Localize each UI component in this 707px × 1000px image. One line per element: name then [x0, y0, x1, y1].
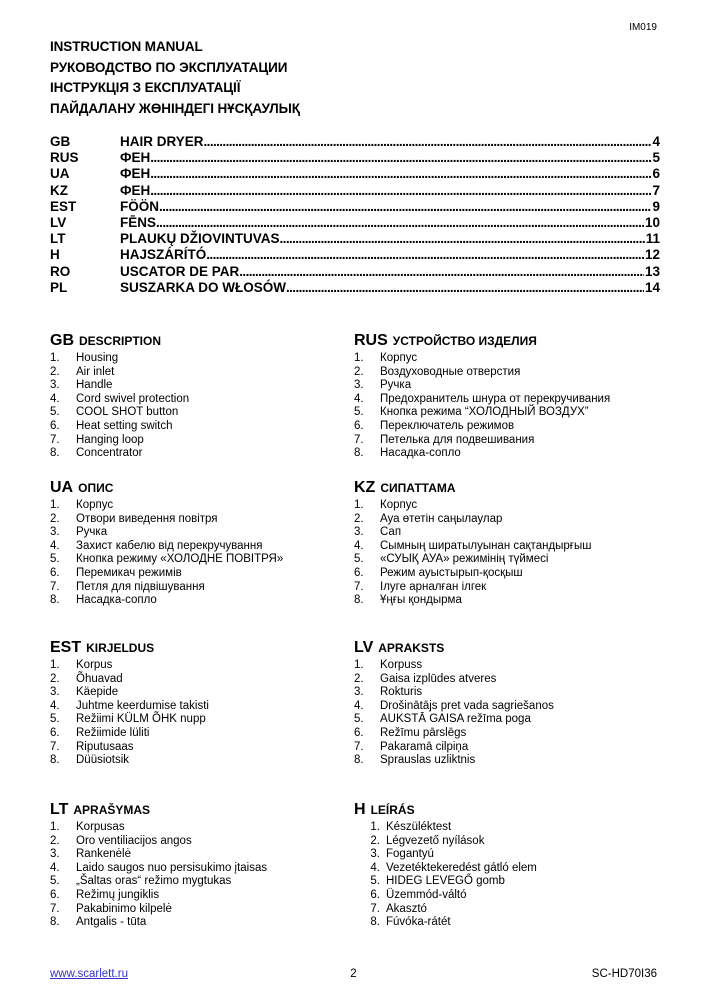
list-item: [50, 835, 350, 849]
item-number: 3.: [354, 686, 364, 699]
section-rus: [354, 332, 654, 461]
item-number: 7.: [354, 740, 364, 753]
item-number: 2.: [370, 834, 380, 847]
toc-page-number: 7: [652, 182, 660, 198]
toc-leader-dots: [150, 166, 651, 182]
toc-page-number: 11: [645, 231, 660, 247]
list-item: [50, 862, 350, 876]
item-label: Режим ауыстырып-қосқыш: [380, 566, 523, 579]
item-label: Légvezető nyílások: [386, 834, 485, 847]
toc-leader-dots: [206, 247, 644, 263]
item-number: 7.: [50, 902, 60, 915]
list-item: [50, 659, 350, 673]
item-label: Sprauslas uzliktnis: [380, 754, 476, 767]
toc-language-code: UA: [50, 166, 70, 182]
section-title: KIRJELDUS: [86, 641, 155, 655]
item-label: Ручка: [76, 526, 108, 539]
item-number: 4.: [354, 699, 364, 712]
item-label: Сап: [380, 526, 402, 539]
item-number: 5.: [50, 713, 60, 726]
section-heading: [50, 801, 350, 819]
title-ru: РУКОВОДСТВО ПО ЭКСПЛУАТАЦИИ: [50, 59, 288, 75]
item-number: 7.: [354, 433, 364, 446]
item-number: 1.: [354, 499, 364, 511]
item-label: Concentrator: [76, 447, 143, 460]
item-label: HIDEG LEVEGŐ gomb: [386, 875, 505, 888]
list-item: [50, 420, 350, 434]
toc-leader-dots: [286, 280, 644, 296]
item-number: 6.: [50, 419, 60, 432]
list-item: [50, 700, 350, 714]
list-item: [360, 903, 654, 917]
list-item: [50, 553, 350, 567]
list-item: [50, 567, 350, 581]
toc-title: HAIR DRYER: [120, 134, 204, 149]
toc-title: HAJSZÁRÍTÓ: [120, 247, 207, 263]
item-number: 4.: [50, 861, 60, 874]
parts-list: [50, 352, 350, 461]
toc-page-number: 12: [644, 247, 660, 263]
list-item: [50, 821, 350, 835]
toc-row[interactable]: [50, 183, 660, 199]
parts-list: [50, 659, 350, 768]
toc-language-code: GB: [50, 134, 71, 149]
item-number: 1.: [50, 352, 60, 364]
item-number: 8.: [354, 447, 364, 460]
item-label: Hanging loop: [76, 433, 144, 446]
item-label: Air inlet: [76, 365, 115, 378]
parts-list: [354, 821, 654, 930]
list-item: [354, 741, 654, 755]
item-label: Корпус: [380, 352, 418, 364]
toc-language-code: KZ: [50, 182, 68, 198]
list-item: [354, 567, 654, 581]
section-heading: [354, 639, 654, 657]
section-language-code: LT: [50, 801, 69, 818]
list-item: [354, 406, 654, 420]
list-item: [50, 434, 350, 448]
section-language-code: EST: [50, 639, 82, 656]
toc-title: SUSZARKA DO WŁOSÓW: [120, 279, 286, 295]
item-number: 2.: [354, 672, 364, 685]
table-of-contents: [50, 134, 660, 296]
item-label: Készüléktest: [386, 821, 452, 833]
list-item: [354, 434, 654, 448]
item-label: Korpuss: [380, 659, 423, 671]
section-lv: [354, 639, 654, 768]
item-number: 1.: [50, 499, 60, 511]
list-item: [360, 875, 654, 889]
list-item: [360, 835, 654, 849]
list-item: [50, 686, 350, 700]
item-label: Režimų jungiklis: [76, 888, 160, 901]
item-number: 5.: [370, 875, 380, 888]
list-item: [354, 673, 654, 687]
toc-language-code: PL: [50, 279, 68, 295]
list-item: [354, 352, 654, 366]
toc-row[interactable]: [50, 215, 660, 231]
list-item: [50, 713, 350, 727]
toc-title: ФЕН: [120, 150, 151, 166]
toc-language-code: H: [50, 247, 60, 263]
list-item: [354, 686, 654, 700]
list-item: [354, 420, 654, 434]
list-item: [50, 352, 350, 366]
item-number: 1.: [50, 821, 60, 833]
item-label: COOL SHOT button: [76, 406, 179, 419]
manual-titles: [50, 37, 300, 119]
toc-language-code: LV: [50, 214, 67, 230]
item-number: 3.: [50, 526, 60, 539]
item-label: Fogantyú: [386, 848, 434, 861]
item-label: Üzemmód-váltó: [386, 888, 467, 901]
item-number: 4.: [354, 539, 364, 552]
section-heading: [50, 479, 350, 497]
toc-page-number: 13: [644, 263, 660, 279]
item-label: Переключатель режимов: [380, 419, 515, 432]
title-kz: ПАЙДАЛАНУ ЖӨНІНДЕГІ НҰСҚАУЛЫҚ: [50, 100, 300, 116]
item-label: Režiimi KÜLM ÕHK nupp: [76, 713, 206, 726]
list-item: [354, 393, 654, 407]
section-title: APRAŠYMAS: [73, 803, 151, 817]
item-number: 8.: [50, 754, 60, 767]
item-number: 7.: [370, 902, 380, 915]
item-label: Кнопка режима “ХОЛОДНЫЙ ВОЗДУХ”: [380, 406, 589, 419]
item-number: 5.: [50, 553, 60, 566]
item-label: Gaisa izplūdes atveres: [380, 672, 497, 685]
section-heading: [354, 801, 654, 819]
document-code: IM019: [629, 22, 657, 33]
list-item: [50, 741, 350, 755]
item-number: 2.: [50, 672, 60, 685]
list-item: [354, 553, 654, 567]
list-item: [50, 889, 350, 903]
list-item: [50, 447, 350, 461]
item-label: Насадка-сопло: [76, 594, 157, 607]
list-item: [50, 581, 350, 595]
item-label: Juhtme keerdumise takisti: [76, 699, 209, 712]
toc-title: PLAUKŲ DŽIOVINTUVAS: [120, 231, 280, 247]
list-item: [354, 594, 654, 608]
item-number: 3.: [50, 379, 60, 392]
item-number: 6.: [370, 888, 380, 901]
item-label: Riputusaas: [76, 740, 134, 753]
toc-page-number: 10: [644, 214, 660, 230]
section-language-code: LV: [354, 639, 374, 656]
item-label: Захист кабелю від перекручування: [76, 539, 263, 552]
item-label: Pakabinimo kilpelė: [76, 902, 172, 915]
item-number: 4.: [50, 699, 60, 712]
item-number: 8.: [50, 447, 60, 460]
toc-leader-dots: [150, 183, 651, 199]
item-number: 1.: [50, 659, 60, 671]
item-label: „Šaltas oras“ režimo mygtukas: [76, 875, 232, 888]
item-number: 6.: [50, 888, 60, 901]
toc-row[interactable]: [50, 247, 660, 263]
list-item: [354, 499, 654, 513]
toc-page-number: 6: [652, 166, 660, 182]
toc-page-number: 9: [652, 198, 660, 214]
item-label: Düüsiotsik: [76, 754, 130, 767]
section-language-code: RUS: [354, 332, 388, 349]
list-item: [354, 366, 654, 380]
item-label: Režiimide lüliti: [76, 726, 150, 739]
toc-row[interactable]: [50, 280, 660, 296]
list-item: [360, 862, 654, 876]
model-number: SC-HD70I36: [591, 968, 657, 980]
toc-row[interactable]: [50, 231, 660, 247]
list-item: [354, 754, 654, 768]
section-title: APRAKSTS: [378, 641, 445, 655]
item-label: Rankenėlė: [76, 848, 131, 861]
section-language-code: GB: [50, 332, 74, 349]
item-number: 4.: [370, 861, 380, 874]
item-number: 8.: [50, 594, 60, 607]
item-number: 8.: [354, 754, 364, 767]
section-gb: [50, 332, 350, 461]
item-number: 2.: [354, 365, 364, 378]
item-number: 6.: [50, 726, 60, 739]
section-language-code: KZ: [354, 479, 376, 496]
item-label: Antgalis - tūta: [76, 916, 147, 929]
item-label: Отвори виведення повітря: [76, 512, 218, 525]
toc-row[interactable]: [50, 150, 660, 166]
item-label: Ауа өтетін саңылаулар: [380, 512, 503, 525]
item-label: Korpus: [76, 659, 113, 671]
item-label: Петля для підвішування: [76, 580, 205, 593]
toc-title: FĒNS: [120, 214, 157, 230]
item-number: 5.: [354, 406, 364, 419]
item-number: 6.: [354, 419, 364, 432]
title-en: INSTRUCTION MANUAL: [50, 39, 203, 54]
toc-leader-dots: [156, 215, 644, 231]
toc-page-number: 4: [652, 134, 660, 149]
item-number: 6.: [50, 566, 60, 579]
item-label: Cord swivel protection: [76, 392, 190, 405]
list-item: [354, 659, 654, 673]
website-link[interactable]: www.scarlett.ru: [50, 968, 128, 980]
list-item: [50, 903, 350, 917]
toc-title: USCATOR DE PAR: [120, 263, 240, 279]
list-item: [50, 848, 350, 862]
item-number: 6.: [354, 726, 364, 739]
item-label: Heat setting switch: [76, 419, 173, 432]
item-number: 5.: [354, 713, 364, 726]
section-title: ОПИС: [78, 481, 114, 495]
page-number: 2: [350, 968, 357, 980]
item-number: 6.: [354, 566, 364, 579]
list-item: [50, 366, 350, 380]
item-label: Režīmu pārslēgs: [380, 726, 467, 739]
toc-row[interactable]: [50, 134, 660, 150]
section-ua: [50, 479, 350, 608]
list-item: [50, 513, 350, 527]
item-label: «СУЫҚ АУА» режимінің түймесі: [380, 553, 549, 566]
section-heading: [50, 332, 350, 350]
item-label: Воздуховодные отверстия: [380, 365, 521, 378]
list-item: [354, 700, 654, 714]
item-label: Käepide: [76, 686, 119, 699]
item-label: Кнопка режиму «ХОЛОДНЕ ПОВІТРЯ»: [76, 553, 284, 566]
item-number: 5.: [50, 875, 60, 888]
item-label: Vezetéktekeredést gátló elem: [386, 861, 537, 874]
toc-row[interactable]: [50, 264, 660, 280]
parts-list: [50, 499, 350, 608]
toc-title: ФЕН: [120, 182, 151, 198]
toc-page-number: 5: [652, 150, 660, 166]
item-number: 4.: [50, 392, 60, 405]
section-h: [354, 801, 654, 930]
item-number: 7.: [50, 580, 60, 593]
section-language-code: UA: [50, 479, 74, 496]
toc-leader-dots: [239, 264, 644, 280]
list-item: [354, 540, 654, 554]
toc-row[interactable]: [50, 199, 660, 215]
section-title: LEÍRÁS: [370, 803, 415, 817]
item-number: 4.: [354, 392, 364, 405]
item-number: 5.: [354, 553, 364, 566]
section-kz: [354, 479, 654, 608]
toc-language-code: RUS: [50, 150, 79, 166]
footer: [50, 968, 657, 980]
item-label: Korpusas: [76, 821, 125, 833]
item-number: 2.: [50, 365, 60, 378]
item-number: 1.: [354, 659, 364, 671]
toc-leader-dots: [159, 199, 651, 215]
section-title: СИПАТТАМА: [380, 481, 456, 495]
list-item: [50, 875, 350, 889]
list-item: [50, 499, 350, 513]
list-item: [50, 916, 350, 930]
item-label: Laido saugos nuo persisukimo įtaisas: [76, 861, 268, 874]
section-lt: [50, 801, 350, 930]
item-label: Предохранитель шнура от перекручивания: [380, 392, 611, 405]
item-label: Ұңғы қондырма: [380, 594, 462, 607]
toc-page-number: 14: [644, 279, 660, 295]
list-item: [50, 727, 350, 741]
item-label: Fúvóka-rátét: [386, 916, 451, 929]
item-number: 3.: [370, 848, 380, 861]
list-item: [360, 848, 654, 862]
item-label: Корпус: [380, 499, 418, 511]
item-number: 2.: [354, 512, 364, 525]
item-label: Drošinātājs pret vada sagriešanos: [380, 699, 554, 712]
list-item: [354, 513, 654, 527]
list-item: [50, 673, 350, 687]
list-item: [360, 916, 654, 930]
item-number: 8.: [370, 916, 380, 929]
item-label: Ілуге арналған ілгек: [380, 580, 487, 593]
list-item: [50, 379, 350, 393]
list-item: [50, 540, 350, 554]
list-item: [354, 447, 654, 461]
item-label: Ручка: [380, 379, 412, 392]
item-number: 1.: [370, 821, 380, 833]
item-label: Корпус: [76, 499, 114, 511]
title-ua: ІНСТРУКЦІЯ З ЕКСПЛУАТАЦІЇ: [50, 80, 241, 96]
toc-language-code: EST: [50, 198, 77, 214]
item-label: Перемикач режимів: [76, 566, 182, 579]
item-label: Õhuavad: [76, 672, 123, 685]
item-label: Oro ventiliacijos angos: [76, 834, 192, 847]
parts-list: [354, 659, 654, 768]
section-title: DESCRIPTION: [79, 334, 162, 348]
item-number: 3.: [354, 526, 364, 539]
item-label: Петелька для подвешивания: [380, 433, 535, 446]
list-item: [360, 821, 654, 835]
item-number: 8.: [50, 916, 60, 929]
item-number: 7.: [50, 740, 60, 753]
toc-leader-dots: [280, 231, 645, 247]
item-number: 2.: [50, 834, 60, 847]
toc-row[interactable]: [50, 166, 660, 182]
list-item: [50, 393, 350, 407]
item-number: 7.: [354, 580, 364, 593]
list-item: [50, 754, 350, 768]
item-label: Rokturis: [380, 686, 423, 699]
item-label: Pakaramā cilpiņa: [380, 740, 469, 753]
list-item: [50, 594, 350, 608]
list-item: [360, 889, 654, 903]
list-item: [354, 379, 654, 393]
list-item: [50, 526, 350, 540]
item-number: 1.: [354, 352, 364, 364]
toc-language-code: LT: [50, 231, 66, 247]
item-number: 3.: [50, 686, 60, 699]
section-title: УСТРОЙСТВО ИЗДЕЛИЯ: [392, 334, 537, 348]
item-number: 7.: [50, 433, 60, 446]
item-number: 2.: [50, 512, 60, 525]
parts-list: [354, 352, 654, 461]
list-item: [354, 581, 654, 595]
section-heading: [50, 639, 350, 657]
toc-title: ФЕН: [120, 166, 151, 182]
item-number: 8.: [354, 594, 364, 607]
item-number: 4.: [50, 539, 60, 552]
list-item: [354, 727, 654, 741]
toc-leader-dots: [204, 134, 652, 150]
item-number: 3.: [354, 379, 364, 392]
item-label: AUKSTĀ GAISA režīma poga: [380, 713, 531, 726]
item-label: Сымның ширатылуынан сақтандырғыш: [380, 539, 592, 552]
section-est: [50, 639, 350, 768]
list-item: [50, 406, 350, 420]
item-number: 3.: [50, 848, 60, 861]
toc-title: FÖÖN: [120, 198, 159, 214]
toc-leader-dots: [150, 150, 651, 166]
list-item: [354, 526, 654, 540]
item-label: Handle: [76, 379, 113, 392]
parts-list: [354, 499, 654, 608]
section-heading: [354, 479, 654, 497]
parts-list: [50, 821, 350, 930]
item-number: 5.: [50, 406, 60, 419]
toc-language-code: RO: [50, 263, 71, 279]
item-label: Housing: [76, 352, 119, 364]
item-label: Насадка-сопло: [380, 447, 461, 460]
section-language-code: H: [354, 801, 366, 818]
section-heading: [354, 332, 654, 350]
item-label: Akasztó: [386, 902, 427, 915]
list-item: [354, 713, 654, 727]
